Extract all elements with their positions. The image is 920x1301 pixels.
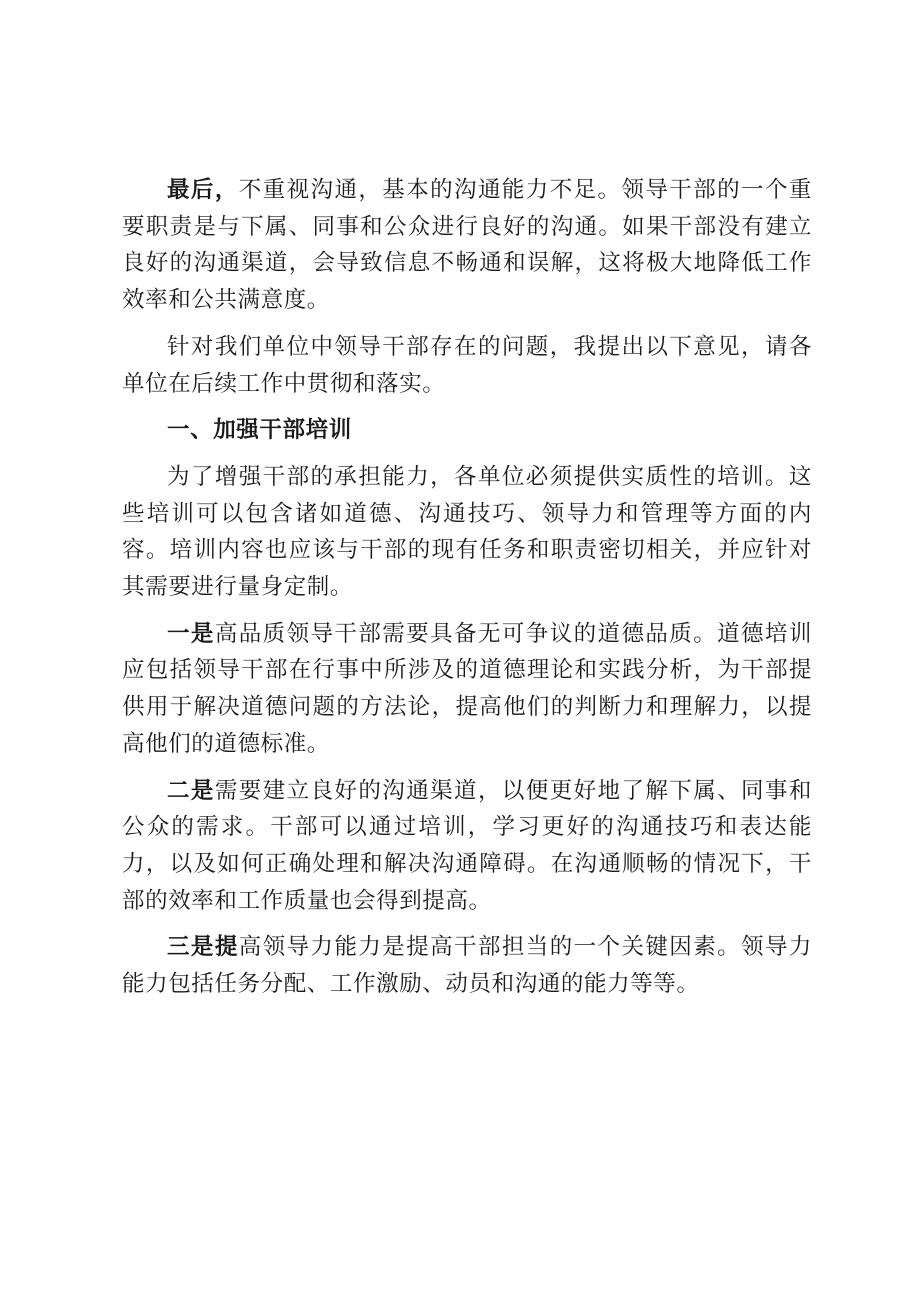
paragraph-point-three xyxy=(122,929,812,1002)
document-page xyxy=(122,172,812,1013)
paragraph-text: 为了增强干部的承担能力，各单位必须提供实质性的培训。这些培训可以包含诸如道德、沟通技巧、领导力和管理等方面的内容。培训内容也应该与干部的现有任务和职责密切相关，并应针对其需要进行量身定制。 xyxy=(122,463,812,601)
paragraph-point-one xyxy=(122,616,812,763)
paragraph-lead: 二是 xyxy=(167,777,215,804)
paragraph-text: 高领导力能力是提高干部担当的一个关键因素。领导力能力包括任务分配、工作激励、动员和沟通的能力等等。 xyxy=(122,934,812,998)
paragraph-conclusion xyxy=(122,172,812,319)
paragraph-text: 针对我们单位中领导干部存在的问题，我提出以下意见，请各单位在后续工作中贯彻和落实。 xyxy=(122,333,812,397)
paragraph-lead: 一是 xyxy=(167,620,215,647)
paragraph-text: 高品质领导干部需要具备无可争议的道德品质。道德培训应包括领导干部在行事中所涉及的道德理论和实践分析，为干部提供用于解决道德问题的方法论，提高他们的判断力和理解力，以提高他们的道德标准。 xyxy=(122,620,812,757)
paragraph-lead: 三是提 xyxy=(167,934,239,961)
paragraph-point-two xyxy=(122,773,812,920)
paragraph-text: 不重视沟通，基本的沟通能力不足。领导干部的一个重要职责是与下属、同事和公众进行良好的沟通。如果干部没有建立良好的沟通渠道，会导致信息不畅通和误解，这将极大地降低工作效率和公共满意度。 xyxy=(122,177,812,314)
paragraph-lead: 最后， xyxy=(167,177,239,203)
paragraph-training xyxy=(122,459,812,606)
paragraph-intro xyxy=(122,329,812,402)
section-heading: 一、加强干部培训 xyxy=(167,417,352,444)
paragraph-text: 需要建立良好的沟通渠道，以便更好地了解下属、同事和公众的需求。干部可以通过培训，学习更好的沟通技巧和表达能力，以及如何正确处理和解决沟通障碍。在沟通顺畅的情况下，干部的效率和工作质量也会得到提高。 xyxy=(122,777,812,914)
